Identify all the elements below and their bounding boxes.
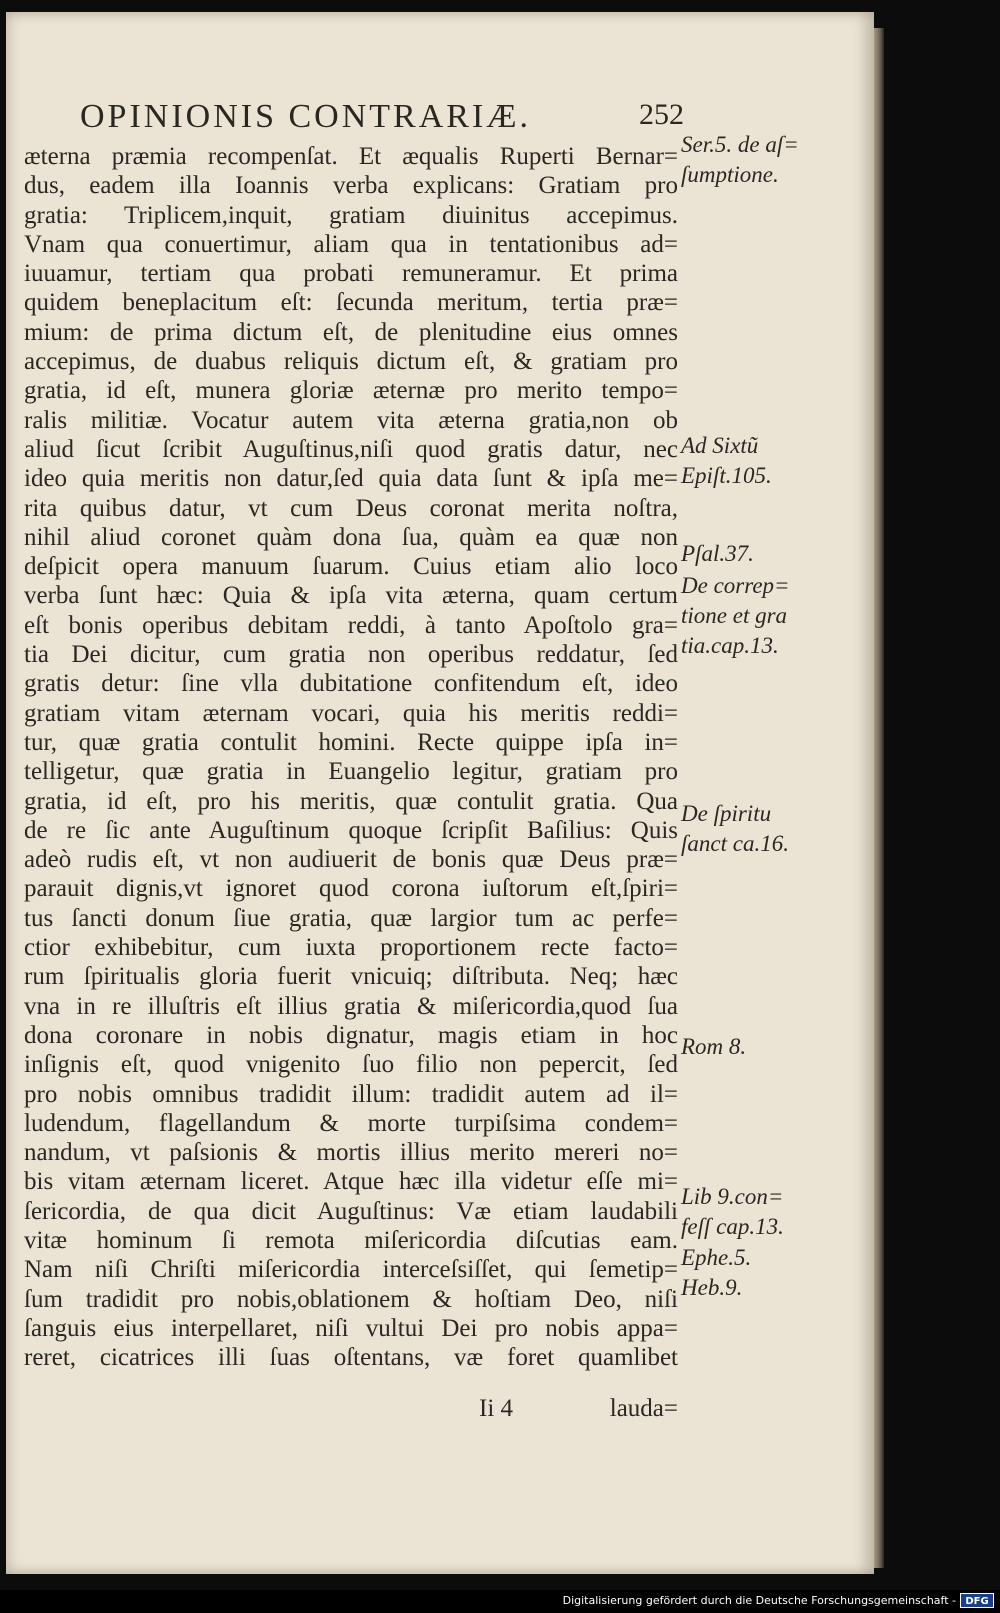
marginal-line: tione et gra (681, 603, 788, 628)
text-line: ludendum, flagellandum & morte turpiſsima condem= (24, 1109, 678, 1137)
text-line: parauit dignis,vt ignoret quod corona iuſtorum eſt,ſpiri= (24, 875, 678, 903)
text-line: gratia: Triplicem,inquit, gratiam diuinitus accepimus. (24, 201, 678, 229)
marginal-note-ephe (681, 1243, 851, 1273)
text-line: telligetur, quæ gratia in Euangelio legitur, gratiam pro (24, 758, 678, 786)
text-line: ſum tradidit pro nobis,oblationem & hoſtiam Deo, niſi (24, 1285, 678, 1313)
text-line: aliud ſicut ſcribit Auguſtinus,niſi quod gratis datur, nec (24, 435, 678, 463)
text-line: tia Dei dicitur, cum gratia non operibus reddatur, ſed (24, 641, 678, 669)
marginal-note-rom (681, 1032, 851, 1062)
marginal-note-heb (681, 1273, 851, 1303)
marginal-line: Pſal.37. (681, 541, 754, 566)
text-line: nandum, vt paſsionis & mortis illius merito mereri no= (24, 1139, 678, 1167)
text-line: eſt bonis operibus debitam reddi, à tanto Apoſtolo gra= (24, 611, 678, 639)
marginal-note-ad-sixtum (681, 431, 851, 491)
marginal-line: Ad Sixtũ (681, 433, 759, 458)
text-line: reret, cicatrices illi ſuas oſtentans, væ foret quamlibet (24, 1344, 678, 1372)
text-line: dona coronare in nobis dignatur, magis etiam in hoc (24, 1021, 678, 1049)
marginal-line: ſumptione. (681, 162, 779, 187)
marginal-line: Epiſt.105. (681, 463, 772, 488)
marginal-line: ſanct ca.16. (681, 831, 789, 856)
text-line: iuuamur, tertiam qua probati remuneramur. Et prima (24, 260, 678, 288)
text-line: de re ſic ante Auguſtinum quoque ſcripſit Baſilius: Quis (24, 816, 678, 844)
marginal-line: De ſpiritu (681, 801, 772, 826)
text-line: gratia, id eſt, pro his meritis, quæ contulit gratia. Qua (24, 787, 678, 815)
marginal-note-de-spiritu (681, 799, 851, 859)
text-line: accepimus, de duabus reliquis dictum eſt, & gratiam pro (24, 348, 678, 376)
text-line: rum ſpiritualis gloria fuerit vnicuiq; diſtributa. Neq; hæc (24, 963, 678, 991)
signature-mark: Ii 4 (479, 1395, 514, 1422)
text-line: ideo quia meritis non datur,ſed quia data ſunt & ipſa me= (24, 465, 678, 493)
marginal-note-ser5 (681, 130, 851, 190)
running-head (80, 98, 684, 140)
text-line: Vnam qua conuertimur, aliam qua in tentationibus ad= (24, 230, 678, 258)
folio-number: 252 (639, 98, 684, 131)
catchword: lauda= (609, 1395, 678, 1422)
text-line: dus, eadem illa Ioannis verba explicans: Gratiam pro (24, 172, 678, 200)
text-line: verba ſunt hæc: Quia & ipſa vita æterna, quam certum (24, 582, 678, 610)
marginal-line: tia.cap.13. (681, 633, 779, 658)
text-line: rita quibus datur, vt cum Deus coronat merita noſtra, (24, 494, 678, 522)
text-line: gratia, id eſt, munera gloriæ æternæ pro merito tempo= (24, 377, 678, 405)
page-edge-shadow (874, 28, 884, 1568)
text-line: inſignis eſt, quod vnigenito ſuo filio non pepercit, ſed (24, 1051, 678, 1079)
text-line: quidem beneplacitum eſt: ſecunda meritum, tertia præ= (24, 289, 678, 317)
body-text-block (24, 142, 678, 1372)
marginal-line: Lib 9.con= (681, 1184, 784, 1209)
marginal-line: De correp= (681, 573, 790, 598)
text-line: vna in re illuſtris eſt illius gratia & miſericordia,quod ſua (24, 992, 678, 1020)
text-line: Nam niſi Chriſti miſericordia interceſsiſſet, qui ſemetip= (24, 1256, 678, 1284)
marginal-line: Ephe.5. (681, 1245, 752, 1270)
marginal-note-psal (681, 539, 851, 569)
text-line: vitæ hominum ſi remota miſericordia diſcutias eam. (24, 1226, 678, 1254)
text-line: bis vitam æternam liceret. Atque hæc illa videtur eſſe mi= (24, 1168, 678, 1196)
dfg-logo: DFG (960, 1593, 994, 1608)
text-line: gratis detur: ſine vlla dubitatione confitendum eſt, ideo (24, 670, 678, 698)
book-page (6, 12, 874, 1574)
text-line: ſanguis eius interpellaret, niſi vultui Dei pro nobis appa= (24, 1314, 678, 1342)
marginal-line: Ser.5. de aſ= (681, 132, 799, 157)
running-title: OPINIONIS CONTRARIÆ. (80, 98, 532, 135)
marginal-line: feſſ cap.13. (681, 1214, 784, 1239)
marginal-line: Rom 8. (681, 1034, 747, 1059)
marginal-line: Heb.9. (681, 1275, 743, 1300)
marginal-note-de-correptione (681, 571, 851, 661)
text-line: deſpicit opera manuum ſuarum. Cuius etiam alio loco (24, 553, 678, 581)
viewer-footer (0, 1590, 1000, 1613)
text-line: adeò rudis eſt, vt non audiuerit de bonis quæ Deus præ= (24, 846, 678, 874)
text-line: tur, quæ gratia contulit homini. Recte quippe ipſa in= (24, 728, 678, 756)
text-line: mium: de prima dictum eſt, de plenitudine eius omnes (24, 318, 678, 346)
catchline (24, 1395, 678, 1427)
text-line: tus ſancti donum ſiue gratia, quæ largior tum ac perfe= (24, 904, 678, 932)
marginal-note-lib9 (681, 1182, 851, 1242)
text-line: ſericordia, de qua dicit Auguſtinus: Væ etiam laudabili (24, 1197, 678, 1225)
text-line: ralis militiæ. Vocatur autem vita æterna gratia,non ob (24, 406, 678, 434)
funding-credit: Digitalisierung gefördert durch die Deutsche Forschungsgemeinschaft - (562, 1594, 956, 1607)
text-line: ctior exhibebitur, cum iuxta proportionem recte facto= (24, 934, 678, 962)
text-line: nihil aliud coronet quàm dona ſua, quàm ea quæ non (24, 523, 678, 551)
text-line: pro nobis omnibus tradidit illum: tradidit autem ad il= (24, 1080, 678, 1108)
text-line: gratiam vitam æternam vocari, quia his meritis reddi= (24, 699, 678, 727)
text-line: æterna præmia recompenſat. Et æqualis Ruperti Bernar= (24, 143, 678, 170)
